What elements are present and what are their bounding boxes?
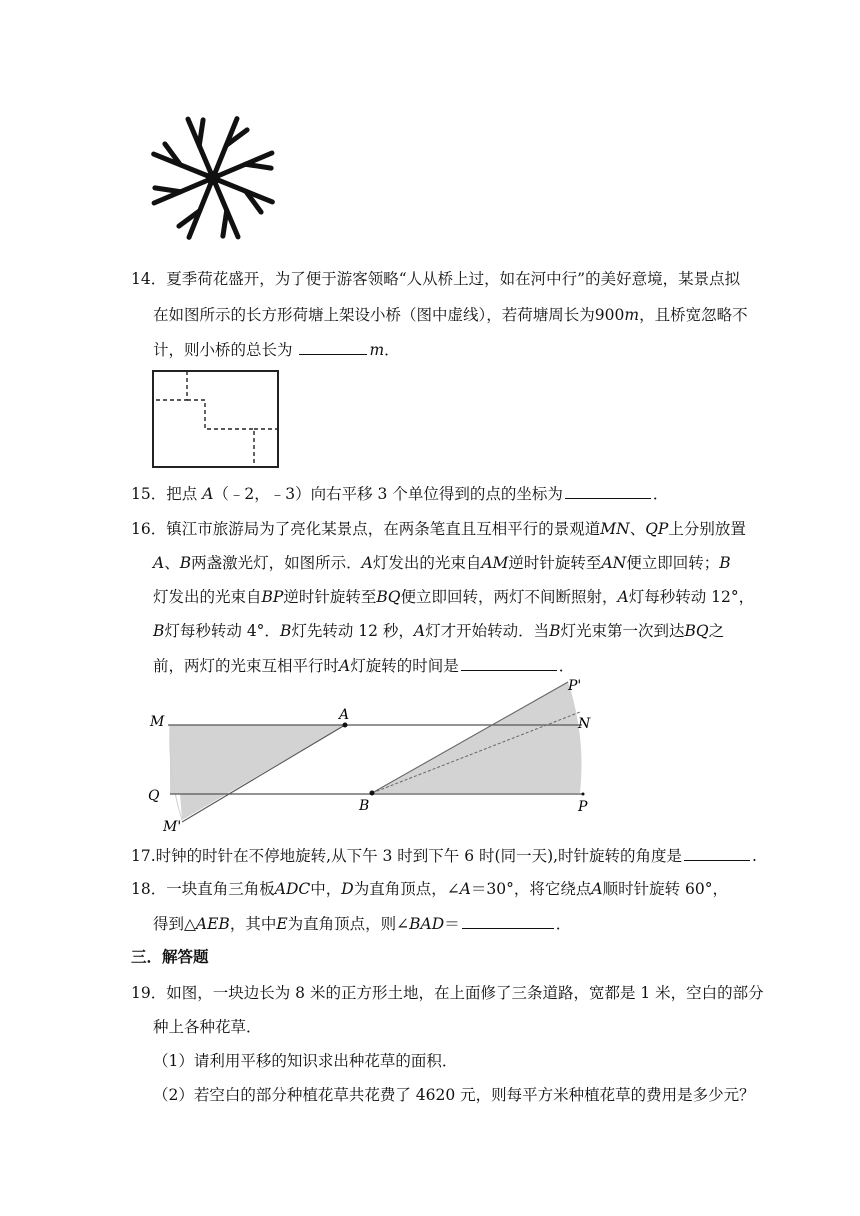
- q16-var: B: [719, 554, 731, 572]
- q16-answer-blank[interactable]: [461, 654, 557, 671]
- q14-number: 14．: [131, 270, 167, 288]
- q19-line-1: [131, 982, 764, 1004]
- q16-line-3: [153, 586, 754, 608]
- q19-number: 19．: [131, 984, 167, 1002]
- q14-answer-blank[interactable]: [299, 338, 367, 355]
- section-title: 三．解答题: [131, 947, 209, 966]
- q16-var: QP: [645, 520, 669, 538]
- q18-text: 顺时针旋转 60°，: [602, 880, 728, 898]
- q16-var: B: [179, 554, 192, 572]
- q17-number: 17.: [131, 847, 156, 865]
- q16-var: BP: [261, 588, 284, 606]
- q16-var: MN: [600, 520, 630, 538]
- q16-text: 逆时针旋转至: [508, 554, 602, 572]
- q18-text: ，其中: [229, 915, 277, 933]
- q18-text: 为直角顶点，∠: [353, 880, 460, 898]
- q16-var: A: [413, 622, 426, 640]
- q18-var: A: [591, 880, 603, 898]
- q16-var: A: [361, 554, 373, 572]
- q16-text: 、: [164, 554, 180, 572]
- q15-text-a: 把点: [166, 485, 198, 503]
- q16-var: AM: [481, 554, 509, 572]
- q16-var: A: [153, 554, 165, 572]
- q17-answer-blank[interactable]: [684, 844, 750, 861]
- q16-var: A: [617, 588, 629, 606]
- q16-number: 16．: [131, 520, 167, 538]
- q16-text: 灯才开始转动．当: [425, 622, 550, 640]
- q16-text: 逆时针旋转至: [283, 588, 377, 606]
- q14-perimeter-value: 900: [594, 306, 625, 324]
- q16-text: 灯先转动 12 秒，: [291, 622, 414, 640]
- q14-line-1: [131, 268, 740, 290]
- point-b: [370, 791, 375, 796]
- q18-answer-blank[interactable]: [462, 912, 554, 929]
- q14-end-punct: ．: [384, 341, 400, 359]
- label-p-prime: P': [568, 678, 582, 694]
- q16-text: 之: [708, 622, 725, 640]
- q16-line-1: [131, 518, 746, 540]
- q18-var: E: [276, 915, 288, 933]
- q16-line-5: [153, 654, 574, 677]
- label-q: Q: [148, 788, 160, 804]
- q17-end-punct: .: [752, 847, 757, 865]
- q14-text-2b: ，且桥宽忽略不: [639, 306, 748, 324]
- q16-line-4: [153, 620, 724, 642]
- q14-text-2a: 在如图所示的长方形荷塘上架设小桥（图中虚线），若荷塘周长为: [153, 306, 595, 324]
- q17-line: [131, 844, 757, 867]
- q14-line-3: [153, 338, 400, 361]
- q16-text: 便立即回转，两灯不间断照射，: [400, 588, 618, 606]
- q18-var: BAD: [409, 915, 445, 933]
- q14-answer-unit: m: [369, 341, 385, 359]
- q15-point: A: [202, 485, 214, 503]
- label-m-prime: M': [163, 819, 182, 835]
- q16-text: 灯每秒转动 4°．: [164, 622, 280, 640]
- q18-text: 为直角顶点，则∠: [287, 915, 410, 933]
- q14-line-2: [153, 304, 748, 326]
- q18-var: ADC: [274, 880, 311, 898]
- label-a: A: [339, 707, 350, 723]
- q18-var: A: [459, 880, 471, 898]
- q16-var: B: [279, 622, 292, 640]
- q16-text: 灯发出的光束自: [153, 588, 262, 606]
- b-light-sector: [372, 682, 582, 793]
- a-light-sector: [170, 725, 345, 820]
- point-a: [343, 723, 348, 728]
- q19-sub-2: （2）若空白的部分种植花草共花费了 4620 元，则每平方米种植花草的费用是多少元？: [153, 1086, 755, 1104]
- q14-text-3a: 计，则小桥的总长为: [153, 341, 293, 359]
- q18-line-2: [153, 912, 571, 935]
- point-p: [582, 793, 585, 796]
- q16-text: 便立即回转；: [626, 554, 720, 572]
- q18-text: 得到△: [153, 915, 196, 933]
- q17-text: 时钟的时针在不停地旋转,从下午 3 时到下午 6 时(同一天),时针旋转的角度是: [155, 847, 683, 865]
- q15-coords: （﹣2，﹣3）: [213, 485, 311, 503]
- q16-text: 前，两灯的光束互相平行时: [153, 657, 340, 675]
- q16-text: 灯每秒转动 12°，: [628, 588, 755, 606]
- q15-end-punct: ．: [652, 485, 669, 503]
- star-pattern-figure: [140, 100, 290, 250]
- label-m: M: [150, 714, 165, 730]
- q19-line-2: 种上各种花草．: [153, 1018, 262, 1036]
- q16-text: 灯旋转的时间是: [350, 657, 459, 675]
- q18-number: 18．: [131, 880, 167, 898]
- q15-number: 15．: [131, 485, 167, 503]
- q18-text: ＝30°，将它绕点: [470, 880, 592, 898]
- q16-text: 镇江市旅游局为了亮化某景点，在两条笔直且互相平行的景观道: [166, 520, 601, 538]
- q18-var: D: [341, 880, 354, 898]
- q18-text: ＝: [444, 915, 460, 933]
- q19-text-1: 如图，一块边长为 8 米的正方形土地，在上面修了三条道路，宽都是 1 米，空白的部分: [166, 984, 764, 1002]
- q14-text-1: 夏季荷花盛开，为了便于游客领略“人从桥上过，如在河中行”的美好意境，某景点拟: [166, 270, 741, 288]
- q16-var: B: [153, 622, 165, 640]
- q16-text: 两盏激光灯，如图所示．: [191, 554, 362, 572]
- q14-perimeter-unit: m: [624, 306, 640, 324]
- q16-var: BQ: [684, 622, 709, 640]
- q16-text: ．: [558, 657, 575, 675]
- q16-var: BQ: [376, 588, 401, 606]
- q16-text: 、: [629, 520, 646, 538]
- q18-var: AEB: [195, 915, 230, 933]
- q18-text: ．: [555, 915, 572, 933]
- laser-lights-figure: [140, 676, 602, 836]
- label-b: B: [359, 798, 370, 814]
- label-n: N: [578, 716, 591, 732]
- q15-text-b: 向右平移 3 个单位得到的点的坐标为: [310, 485, 563, 503]
- q16-text: 上分别放置: [668, 520, 746, 538]
- q18-line-1: [131, 878, 728, 900]
- q16-text: 灯发出的光束自: [372, 554, 482, 572]
- q15-line: [131, 482, 668, 505]
- q18-text: 中，: [310, 880, 342, 898]
- pond-bridge-figure: [150, 368, 282, 472]
- q16-var: AN: [601, 554, 627, 572]
- q16-text: 灯光束第一次到达: [560, 622, 685, 640]
- q16-line-2: [153, 552, 731, 574]
- q19-sub-1: （1）请利用平移的知识求出种花草的面积．: [153, 1052, 458, 1070]
- q15-answer-blank[interactable]: [565, 482, 651, 499]
- q16-var: A: [339, 657, 351, 675]
- q18-text: 一块直角三角板: [166, 880, 275, 898]
- label-p: P: [578, 799, 588, 815]
- q16-var: B: [549, 622, 561, 640]
